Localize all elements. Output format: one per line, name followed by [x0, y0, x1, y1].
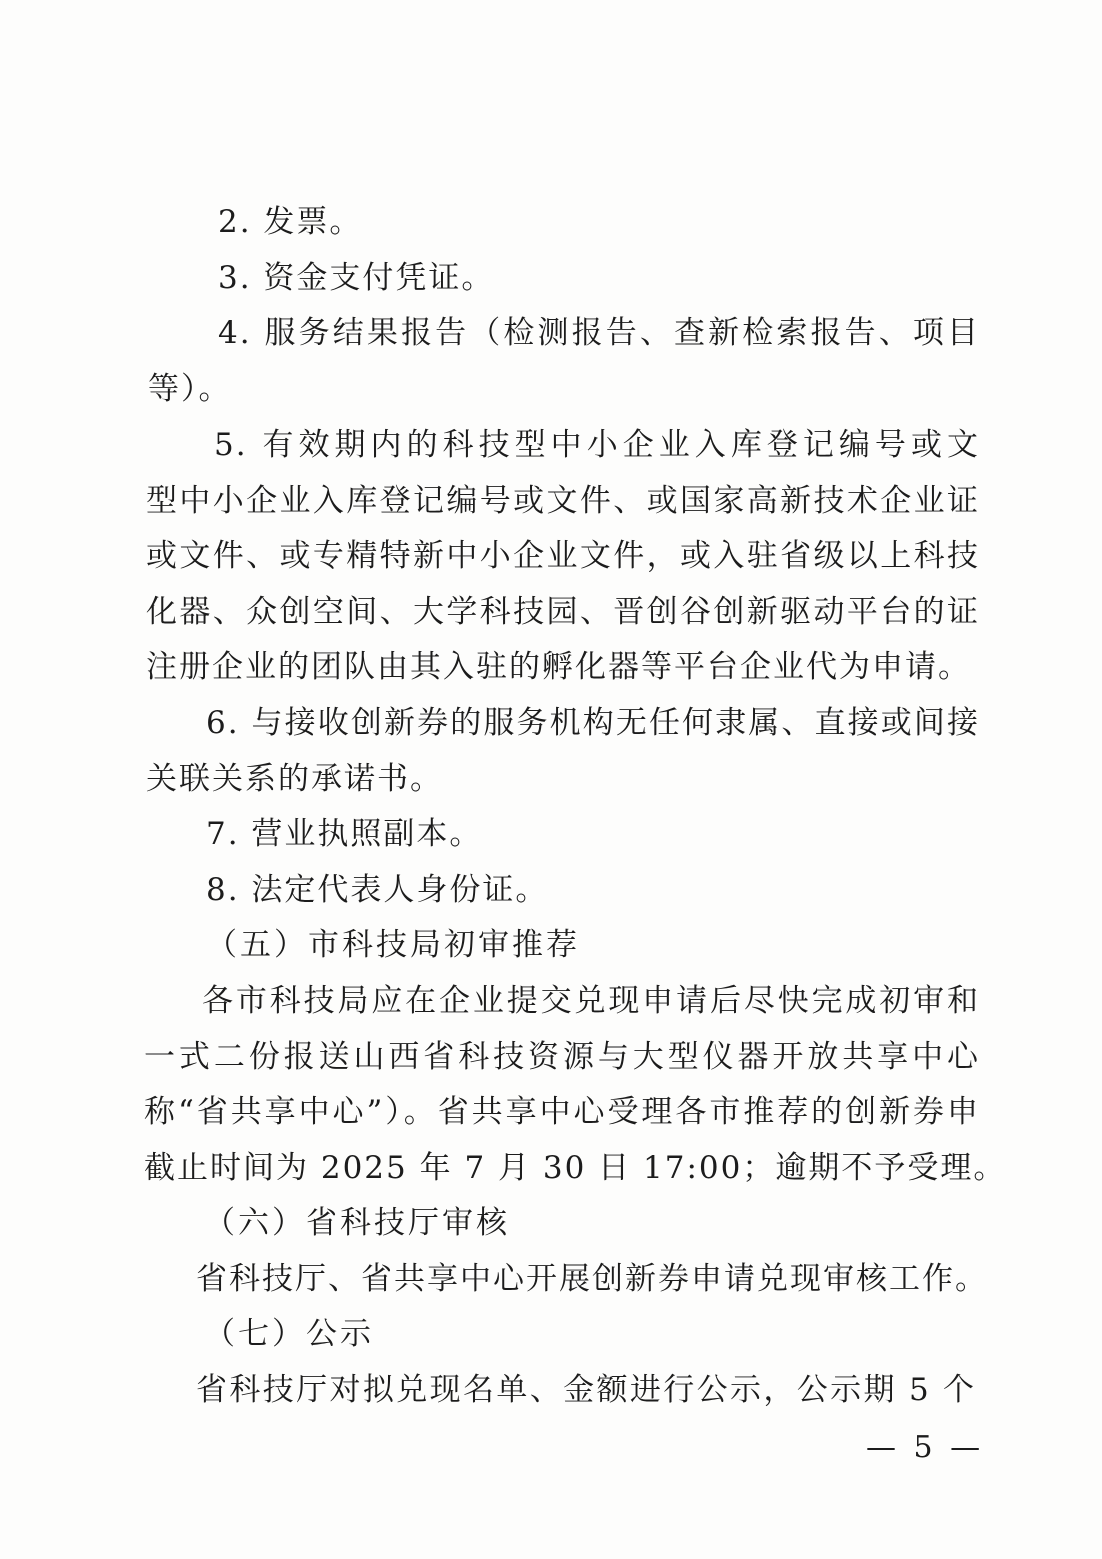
- list-item-6-continuation: 关联关系的承诺书。: [146, 761, 443, 797]
- section-heading-6: （六）省科技厅审核: [204, 1205, 510, 1241]
- section-heading-5: （五）市科技局初审推荐: [206, 927, 580, 963]
- paragraph-5-line-4: 截止时间为 2025 年 7 月 30 日 17:00；逾期不予受理。: [144, 1150, 1007, 1186]
- list-item-2: 2. 发票。: [218, 204, 363, 240]
- paragraph-5-line-3: 称“省共享中心”）。省共享中心受理各市推荐的创新券申: [144, 1094, 980, 1130]
- list-item-7: 7. 营业执照副本。: [206, 816, 483, 852]
- section-heading-7: （七）公示: [204, 1316, 374, 1352]
- list-item-4: 4. 服务结果报告（检测报告、查新检索报告、项目: [218, 315, 980, 351]
- list-item-5: 5. 有效期内的科技型中小企业入库登记编号或文: [214, 427, 980, 463]
- paragraph-5-line-2: 一式二份报送山西省科技资源与大型仪器开放共享中心: [144, 1039, 980, 1075]
- list-item-5-line-3: 或文件、或专精特新中小企业文件，或入驻省级以上科技: [146, 538, 980, 574]
- list-item-5-line-4: 化器、众创空间、大学科技园、晋创谷创新驱动平台的证: [146, 594, 980, 630]
- list-item-3: 3. 资金支付凭证。: [218, 260, 495, 296]
- paragraph-7: 省科技厅对拟兑现名单、金额进行公示，公示期 5 个: [196, 1372, 976, 1408]
- list-item-5-line-2: 型中小企业入库登记编号或文件、或国家高新技术企业证: [146, 483, 980, 519]
- list-item-5-line-5: 注册企业的团队由其入驻的孵化器等平台企业代为申请。: [146, 649, 971, 685]
- list-item-8: 8. 法定代表人身份证。: [206, 872, 549, 908]
- list-item-4-continuation: 等）。: [148, 371, 232, 407]
- page-number: — 5 —: [866, 1430, 985, 1465]
- list-item-6: 6. 与接收创新券的服务机构无任何隶属、直接或间接: [206, 705, 980, 741]
- paragraph-6: 省科技厅、省共享中心开展创新券申请兑现审核工作。: [196, 1261, 988, 1297]
- paragraph-5-line-1: 各市科技局应在企业提交兑现申请后尽快完成初审和: [202, 983, 980, 1019]
